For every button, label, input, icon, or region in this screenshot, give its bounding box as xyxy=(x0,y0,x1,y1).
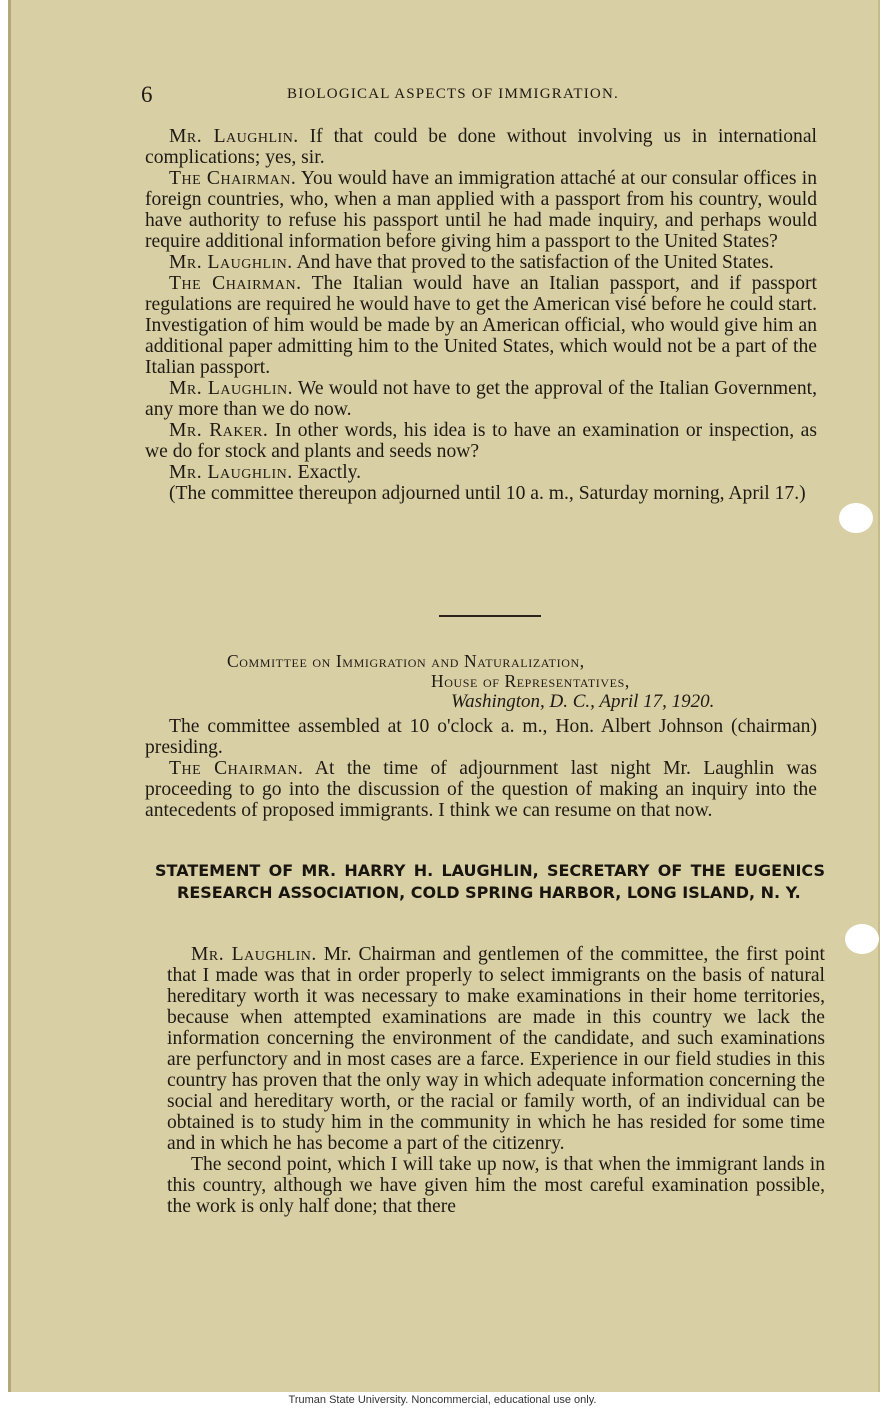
speaker: Mr. Raker. xyxy=(169,420,269,441)
speaker: Mr. Laughlin. xyxy=(169,378,294,399)
page-number: 6 xyxy=(141,82,153,107)
speaker: Mr. Laughlin. xyxy=(169,252,293,273)
speaker: Mr. Laughlin. xyxy=(169,462,293,483)
paragraph-text: The Italian would have an Italian passport, and if passport regulations are required he would have to get the American visé before he could start. Investigation of him would be made by an American official, who would give him an additional paper admitting him to the United States, which would not be a part of the Italian passport. xyxy=(145,273,817,378)
paragraph-text: You would have an immigration attaché at our consular offices in foreign countries, who, when a man applied with a passport from his country, would have authority to refuse his passport until he had made inquiry, and perhaps would require additional information before giving him a passport to the United States? xyxy=(145,168,817,252)
paragraph xyxy=(145,462,817,483)
paragraph-text: Mr. Chairman and gentlemen of the committee, the first point that I made was that in order properly to select immigrants on the basis of natural hereditary worth it was necessary to make examinations in their home territories, because when attempted examinations are made in this country we lack the information concerning the environment of the candidate, and such examinations are perfunctory and in most cases are a farce. Experience in our field studies in this country has proven that the only way in which adequate information concerning the social and hereditary worth, or the racial or family worth, of an individual can be obtained is to study him in the community in which he has resided for some time and in which he has become a part of the citizenry. xyxy=(167,944,825,1154)
paragraph xyxy=(145,126,817,168)
speaker: Mr. Laughlin. xyxy=(191,944,317,965)
paragraph xyxy=(145,758,817,821)
adjournment-note: (The committee thereupon adjourned until 10 a. m., Saturday morning, April 17.) xyxy=(169,483,806,504)
paragraph: The second point, which I will take up now, is that when the immigrant lands in this country, although we have given him the most careful examination possible, the work is only half done; that there xyxy=(167,1154,825,1217)
speaker: The Chairman. xyxy=(169,168,297,189)
hearing-transcript-part-2 xyxy=(145,716,817,821)
paragraph xyxy=(145,252,817,273)
running-head-title: BIOLOGICAL ASPECTS OF IMMIGRATION. xyxy=(287,86,619,102)
section-divider xyxy=(439,615,541,617)
paragraph-text: Exactly. xyxy=(292,462,362,483)
speaker: The Chairman. xyxy=(169,758,304,779)
paragraph xyxy=(145,168,817,252)
speaker: Mr. Laughlin. xyxy=(169,126,299,147)
paragraph: The committee assembled at 10 o'clock a. m., Hon. Albert Johnson (chairman) presiding. xyxy=(145,716,817,758)
house-name: House of Representatives, xyxy=(431,671,630,691)
paragraph xyxy=(145,378,817,420)
scanned-page xyxy=(8,0,880,1392)
paragraph xyxy=(167,944,825,1154)
paragraph-text: And have that proved to the satisfaction of the United States. xyxy=(292,252,774,273)
statement-heading xyxy=(155,860,825,904)
paragraph-text: We would not have to get the approval of the Italian Government, any more than we do now. xyxy=(145,378,817,420)
footer-credit: Truman State University. Noncommercial, educational use only. xyxy=(288,1394,597,1406)
dateline: Washington, D. C., April 17, 1920. xyxy=(451,691,715,712)
hearing-transcript-part-1 xyxy=(145,126,817,504)
punch-hole xyxy=(839,503,873,533)
speaker: The Chairman. xyxy=(169,273,302,294)
paragraph-text: At the time of adjournment last night Mr. Laughlin was proceeding to go into the discussion of the question of making an inquiry into the antecedents of proposed immigrants. I think we can resume on that now. xyxy=(145,758,817,821)
statement-heading-text: STATEMENT OF MR. HARRY H. LAUGHLIN, SECRETARY OF THE EUGENICS RESEARCH ASSOCIATION, COLD SPRING HARBOR, LONG ISLAND, N. Y. xyxy=(155,861,825,902)
statement-body xyxy=(167,944,825,1217)
paragraph xyxy=(145,420,817,462)
committee-name: Committee on Immigration and Naturalization, xyxy=(227,651,585,671)
paragraph xyxy=(145,273,817,378)
running-head xyxy=(11,80,883,110)
paragraph-text: In other words, his idea is to have an examination or inspection, as we do for stock and plants and seeds now? xyxy=(145,420,817,462)
punch-hole xyxy=(845,924,879,954)
paragraph-text: If that could be done without involving us in international complications; yes, sir. xyxy=(145,126,817,168)
